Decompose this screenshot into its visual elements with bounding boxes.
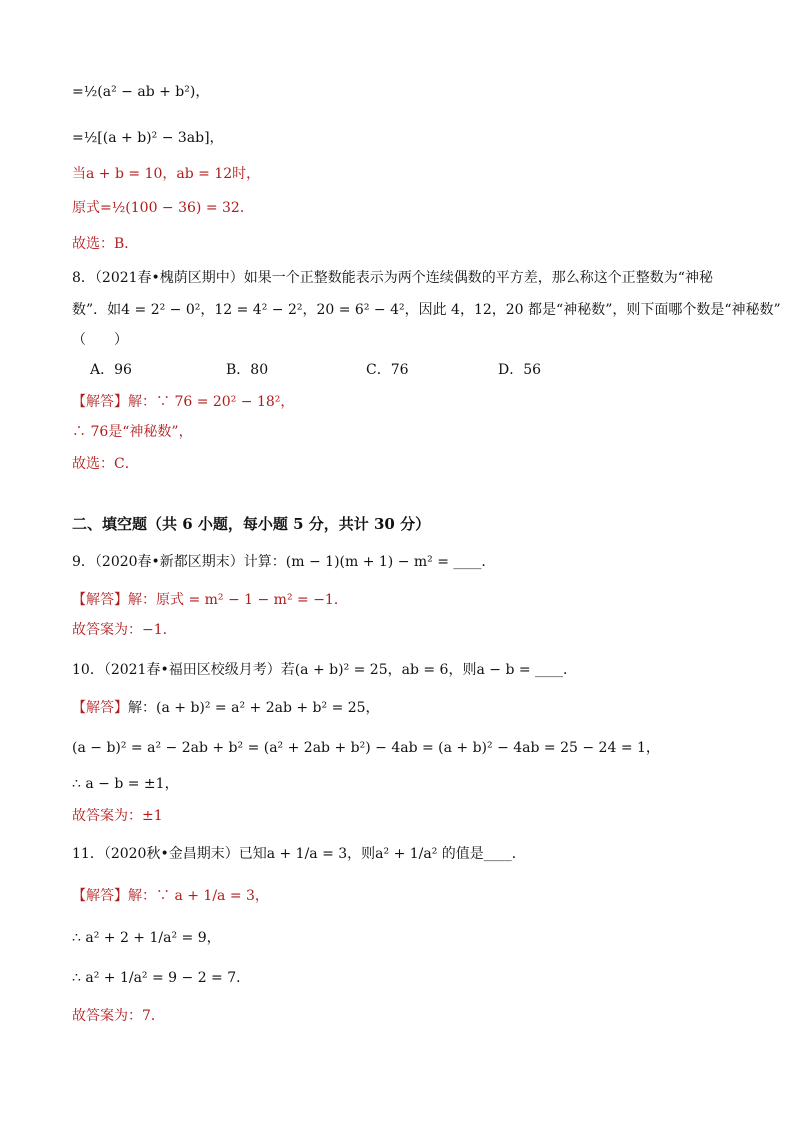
option-d: D．56 xyxy=(498,362,542,378)
q10-answer-line xyxy=(72,698,380,718)
q8-answer-line-2: ∴ 76是“神秘数”， xyxy=(72,424,193,440)
question-11: 11．（2020秋•金昌期末）已知a + 1/a = 3，则a² + 1/a² 的值是____． xyxy=(72,846,526,862)
question-8-line-1: 8．（2021春•槐荫区期中）如果一个正整数能表示为两个连续偶数的平方差，那么称这个正整数为“神秘 xyxy=(72,270,713,286)
q11-answer-line xyxy=(72,886,269,906)
question-8-line-2: 数”．如4 = 2² − 0²，12 = 4² − 2²，20 = 6² − 4²，因此 4，12，20 都是“神秘数”，则下面哪个数是“神秘数” xyxy=(72,302,781,318)
q10-result: 故答案为：±1 xyxy=(72,808,163,824)
answer-tag: 【解答】 xyxy=(72,394,128,410)
answer-tag: 【解答】 xyxy=(72,888,128,904)
q10-answer-text: 解：(a + b)² = a² + 2ab + b² = 25， xyxy=(128,700,380,716)
answer-tag: 【解答】 xyxy=(72,700,128,716)
option-c: C．76 xyxy=(366,362,409,378)
line-4: 原式=½(100 − 36) = 32． xyxy=(72,200,254,216)
q8-answer-text: 解：∵ 76 = 20² − 18²， xyxy=(128,394,295,410)
q9-answer-text: 解：原式 = m² − 1 − m² = −1． xyxy=(128,592,348,608)
question-8-line-3: （ ） xyxy=(72,332,128,348)
q10-line-2: (a − b)² = a² − 2ab + b² = (a² + 2ab + b²) − 4ab = (a + b)² − 4ab = 25 − 24 = 1， xyxy=(72,740,660,756)
q11-line-2: ∴ a² + 2 + 1/a² = 9， xyxy=(72,930,221,946)
line-1: =½(a² − ab + b²)， xyxy=(72,84,210,100)
line-5: 故选：B． xyxy=(72,236,139,252)
q11-result: 故答案为：7． xyxy=(72,1008,165,1024)
q11-line-3: ∴ a² + 1/a² = 9 − 2 = 7． xyxy=(72,970,251,986)
question-10: 10．（2021春•福田区校级月考）若(a + b)² = 25，ab = 6，则a − b = ____． xyxy=(72,662,578,678)
option-a: A．96 xyxy=(90,362,132,378)
question-9: 9．（2020春•新都区期末）计算：(m − 1)(m + 1) − m² = ____． xyxy=(72,554,496,570)
answer-tag: 【解答】 xyxy=(72,592,128,608)
q8-answer-line xyxy=(72,392,294,412)
q11-answer-text: 解：∵ a + 1/a = 3， xyxy=(128,888,269,904)
section-heading: 二、填空题（共 6 小题，每小题 5 分，共计 30 分） xyxy=(72,515,431,533)
line-3: 当a + b = 10，ab = 12时， xyxy=(72,166,261,182)
q9-answer-line xyxy=(72,590,348,610)
q8-answer-line-3: 故选：C． xyxy=(72,456,139,472)
q9-result: 故答案为：−1． xyxy=(72,622,177,638)
option-b: B．80 xyxy=(226,362,269,378)
q10-line-3: ∴ a − b = ±1， xyxy=(72,776,179,792)
line-2: =½[(a + b)² − 3ab]， xyxy=(72,130,224,146)
